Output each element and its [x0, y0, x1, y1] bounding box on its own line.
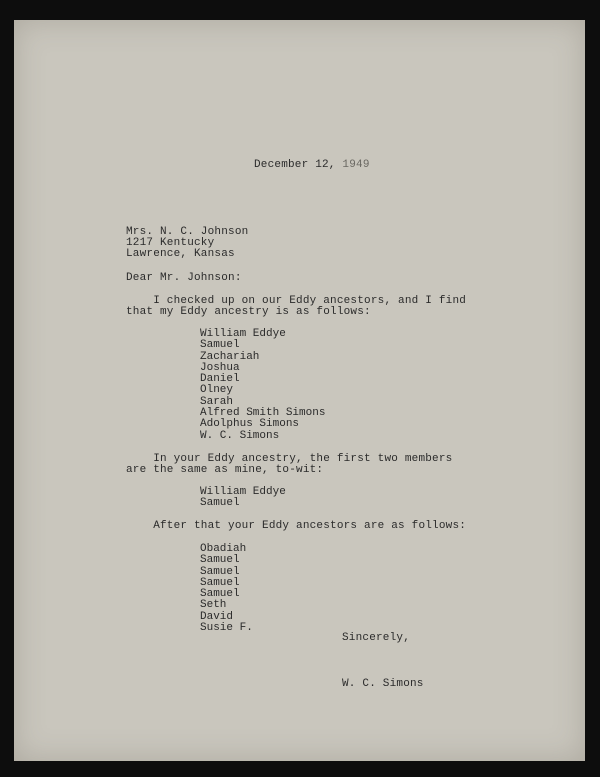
list-item: Olney: [200, 384, 234, 397]
paragraph1-line1: I checked up on our Eddy ancestors, and I find: [126, 295, 467, 307]
list-item: William Eddye: [200, 328, 286, 340]
list-item: David: [200, 610, 234, 623]
signature-name: W. C. Simons: [342, 678, 424, 690]
ancestry-list: [200, 329, 325, 442]
letter-page: [14, 20, 585, 761]
paragraph3: After that your Eddy ancestors are as follows:: [126, 520, 467, 532]
list-item: Adolphus Simons: [200, 418, 300, 431]
shared-ancestry-list: [200, 487, 286, 510]
salutation: Dear Mr. Johnson:: [126, 272, 242, 284]
their-ancestry-list: [200, 544, 253, 634]
list-item: Sarah: [200, 395, 234, 408]
list-item: Seth: [200, 599, 227, 612]
paragraph2-line1: In your Eddy ancestry, the first two members: [126, 453, 453, 465]
paragraph2-line2: are the same as mine, to-wit:: [126, 464, 324, 476]
recipient-city: Lawrence, Kansas: [126, 248, 235, 260]
list-item: W. C. Simons: [200, 429, 280, 442]
list-item: Obadiah: [200, 543, 247, 555]
recipient-street: 1217 Kentucky: [126, 237, 215, 249]
list-item: Samuel: [200, 339, 240, 352]
list-item: Samuel: [200, 576, 240, 589]
list-item: Daniel: [200, 373, 240, 386]
list-item: Zachariah: [200, 350, 260, 363]
closing: Sincerely,: [342, 632, 411, 644]
list-item: Samuel: [200, 497, 240, 510]
paragraph1-line2: that my Eddy ancestry is as follows:: [126, 306, 371, 318]
list-item: Alfred Smith Simons: [200, 407, 326, 420]
list-item: Susie F.: [200, 622, 253, 635]
recipient-name: Mrs. N. C. Johnson: [126, 226, 249, 238]
list-item: William Eddye: [200, 486, 286, 498]
list-item: Samuel: [200, 554, 240, 567]
letter-date: December 12, 1949: [254, 159, 370, 171]
list-item: Samuel: [200, 565, 240, 578]
list-item: Joshua: [200, 361, 240, 374]
list-item: Samuel: [200, 588, 240, 601]
